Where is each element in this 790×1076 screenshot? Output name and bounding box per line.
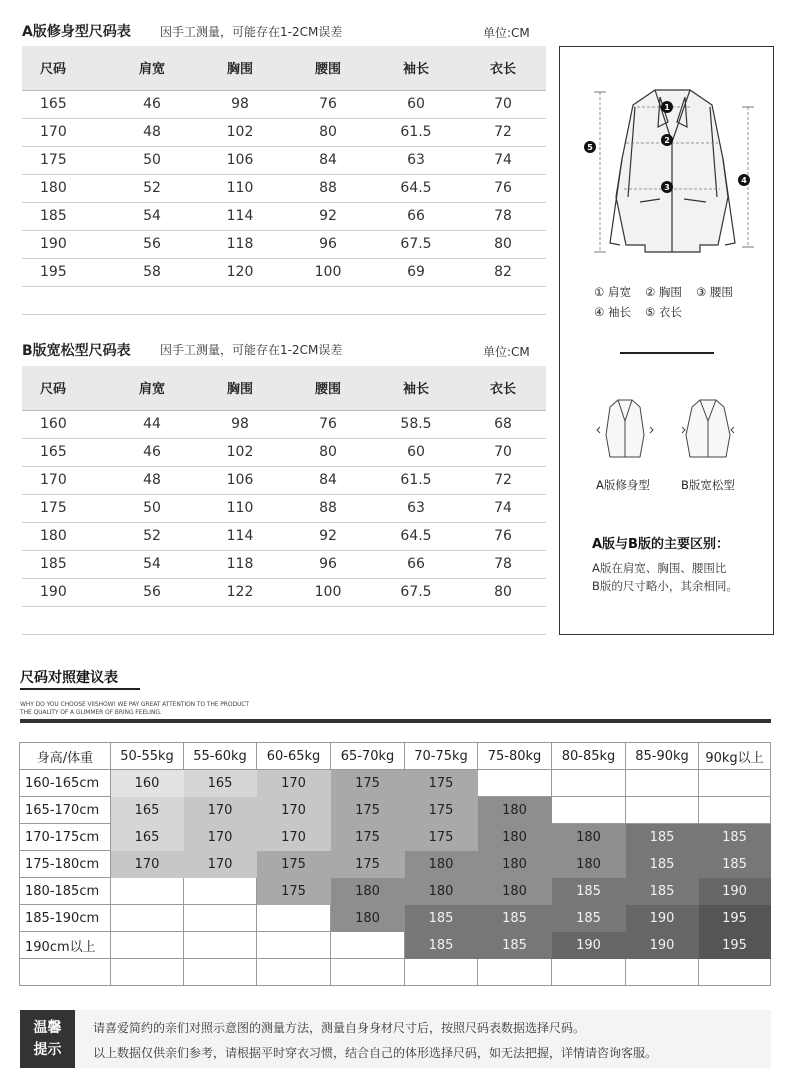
recommend-title-underline xyxy=(20,688,140,690)
table-cell: 98 xyxy=(196,90,284,118)
table-cell: 48 xyxy=(108,118,196,146)
table-cell: 52 xyxy=(108,174,196,202)
table-cell: 48 xyxy=(108,466,196,494)
table-a-header-row xyxy=(22,46,546,90)
recommend-row-label xyxy=(20,959,111,986)
table-cell: 60 xyxy=(372,438,460,466)
table-cell: 98 xyxy=(196,410,284,438)
table-cell: 80 xyxy=(460,230,546,258)
table-cell: 72 xyxy=(460,466,546,494)
table-cell: 92 xyxy=(284,202,372,230)
recommend-cell: 170 xyxy=(184,851,257,878)
table-cell: 54 xyxy=(108,202,196,230)
recommend-cell: 170 xyxy=(184,824,257,851)
tips-line-2: 以上数据仅供亲们参考，请根据平时穿衣习惯，结合自己的体形选择尺码，如无法把握，详情请咨询客服。 xyxy=(93,1046,658,1060)
recommend-subtitle-line-1: WHY DO YOU CHOOSE VIISHOW! WE PAY GREAT ATTENTION TO THE PRODUCT xyxy=(20,701,249,708)
recommend-header-row xyxy=(20,743,771,770)
recommend-header-6: 75-80kg xyxy=(478,743,552,770)
table_b-header-0: 尺码 xyxy=(22,366,108,410)
table_b-header-5: 衣长 xyxy=(460,366,546,410)
table-cell: 56 xyxy=(108,230,196,258)
table_a-header-4: 袖长 xyxy=(372,46,460,90)
table-cell: 96 xyxy=(284,550,372,578)
table-cell: 195 xyxy=(22,258,108,286)
recommend-cell: 165 xyxy=(111,797,184,824)
table-cell: 76 xyxy=(460,522,546,550)
marker-4-label: 4 xyxy=(741,176,747,185)
recommend-cell: 185 xyxy=(478,905,552,932)
legend-waist: ③ 腰围 xyxy=(695,285,733,299)
table-cell: 76 xyxy=(460,174,546,202)
slim-arrow-left xyxy=(597,427,600,433)
recommend-cell: 190 xyxy=(626,932,699,959)
table-cell: 61.5 xyxy=(372,466,460,494)
loose-arrow-right xyxy=(731,427,734,433)
table_a-header-0: 尺码 xyxy=(22,46,108,90)
table-row xyxy=(22,174,546,202)
recommend-cell xyxy=(184,905,257,932)
recommend-cell xyxy=(626,959,699,986)
table-b xyxy=(22,366,546,635)
table-cell: 46 xyxy=(108,90,196,118)
recommend-cell: 185 xyxy=(626,878,699,905)
table-cell: 44 xyxy=(108,410,196,438)
recommend-cell xyxy=(478,770,552,797)
table-cell: 88 xyxy=(284,494,372,522)
diff-line-2: B版的尺寸略小，其余相同。 xyxy=(592,579,738,593)
table_b-header-4: 袖长 xyxy=(372,366,460,410)
recommend-cell: 180 xyxy=(405,878,478,905)
table-row xyxy=(22,258,546,286)
recommend-row-label: 185-190cm xyxy=(20,905,111,932)
table-cell: 72 xyxy=(460,118,546,146)
recommend-cell: 185 xyxy=(405,932,478,959)
table-cell: 92 xyxy=(284,522,372,550)
recommend-cell xyxy=(184,959,257,986)
table-b-title: B版宽松型尺码表 xyxy=(22,343,131,359)
recommend-cell: 175 xyxy=(257,851,331,878)
recommend-subtitle-line-2: THE QUALITY OF A GLIMMER OF BRING FEELING. xyxy=(20,709,162,716)
recommend-row-label: 180-185cm xyxy=(20,878,111,905)
recommend-row-label: 170-175cm xyxy=(20,824,111,851)
recommend-cell: 175 xyxy=(405,797,478,824)
recommend-header-4: 65-70kg xyxy=(331,743,405,770)
recommend-header-8: 85-90kg xyxy=(626,743,699,770)
table-cell: 66 xyxy=(372,202,460,230)
table-cell: 52 xyxy=(108,522,196,550)
tips-badge xyxy=(20,1010,75,1068)
table-row xyxy=(22,146,546,174)
table-cell: 185 xyxy=(22,202,108,230)
slim-arrow-right xyxy=(650,427,653,433)
table-cell: 165 xyxy=(22,90,108,118)
table_a-header-2: 胸围 xyxy=(196,46,284,90)
table-cell: 100 xyxy=(284,258,372,286)
table-row xyxy=(22,522,546,550)
table-cell: 67.5 xyxy=(372,578,460,606)
tips-badge-line-2: 提示 xyxy=(33,1042,62,1058)
recommend-row-label: 160-165cm xyxy=(20,770,111,797)
table-cell: 58 xyxy=(108,258,196,286)
recommend-cell xyxy=(626,797,699,824)
table-a-unit: 单位:CM xyxy=(483,26,530,40)
table-b-note: 因手工测量，可能存在1-2CM误差 xyxy=(160,343,343,357)
table-row xyxy=(22,410,546,438)
diff-title: A版与B版的主要区别： xyxy=(592,537,729,552)
table-row xyxy=(22,578,546,606)
table-a-title: A版修身型尺码表 xyxy=(22,24,131,40)
table-cell: 84 xyxy=(284,466,372,494)
table-cell: 58.5 xyxy=(372,410,460,438)
table_b-header-1: 肩宽 xyxy=(108,366,196,410)
table-a-note: 因手工测量，可能存在1-2CM误差 xyxy=(160,25,343,39)
table-cell: 63 xyxy=(372,494,460,522)
table-cell: 80 xyxy=(284,438,372,466)
table-b-unit: 单位:CM xyxy=(483,345,530,359)
table-cell: 114 xyxy=(196,522,284,550)
recommend-cell xyxy=(111,905,184,932)
recommend-cell: 180 xyxy=(331,905,405,932)
table_a-header-3: 腰围 xyxy=(284,46,372,90)
recommend-cell xyxy=(478,959,552,986)
table-cell: 67.5 xyxy=(372,230,460,258)
recommend-cell: 185 xyxy=(552,905,626,932)
table-cell: 118 xyxy=(196,550,284,578)
table-cell: 80 xyxy=(460,578,546,606)
recommend-cell: 170 xyxy=(257,824,331,851)
recommend-cell xyxy=(626,770,699,797)
version-b-label: B版宽松型 xyxy=(681,478,735,492)
table-blank-row xyxy=(22,286,546,314)
recommend-cell xyxy=(552,770,626,797)
table-cell: 118 xyxy=(196,230,284,258)
recommend-cell: 190 xyxy=(626,905,699,932)
table-cell: 64.5 xyxy=(372,174,460,202)
recommend-cell xyxy=(552,797,626,824)
version-a-label: A版修身型 xyxy=(596,478,650,492)
recommend-row-label: 175-180cm xyxy=(20,851,111,878)
table-cell: 88 xyxy=(284,174,372,202)
table-cell: 50 xyxy=(108,494,196,522)
table-cell: 76 xyxy=(284,90,372,118)
version-illustrations xyxy=(560,387,772,467)
recommend-cell: 180 xyxy=(478,878,552,905)
recommend-cell: 175 xyxy=(331,797,405,824)
recommend-cell: 180 xyxy=(478,824,552,851)
recommend-cell: 180 xyxy=(552,851,626,878)
recommend-row xyxy=(20,932,771,959)
table_b-header-2: 胸围 xyxy=(196,366,284,410)
recommend-cell xyxy=(111,959,184,986)
recommend-row-label: 190cm以上 xyxy=(20,932,111,959)
recommend-header-0: 身高/体重 xyxy=(20,743,111,770)
legend-length: ⑤ 衣长 xyxy=(644,305,682,319)
recommend-subtitle xyxy=(20,701,249,717)
recommend-cell: 170 xyxy=(257,770,331,797)
jacket-measure-illustration xyxy=(560,47,772,287)
table-cell: 54 xyxy=(108,550,196,578)
recommend-cell xyxy=(111,878,184,905)
recommend-row xyxy=(20,797,771,824)
diff-line-1: A版在肩宽、胸围、腰围比 xyxy=(592,561,727,575)
table-cell: 46 xyxy=(108,438,196,466)
recommend-cell xyxy=(184,878,257,905)
table-row xyxy=(22,550,546,578)
table-cell: 70 xyxy=(460,438,546,466)
table-cell: 180 xyxy=(22,522,108,550)
recommend-row xyxy=(20,878,771,905)
recommend-cell xyxy=(257,905,331,932)
legend-shoulder: ① 肩宽 xyxy=(594,285,631,299)
table-cell: 160 xyxy=(22,410,108,438)
recommend-header-3: 60-65kg xyxy=(257,743,331,770)
table-cell: 175 xyxy=(22,146,108,174)
tips-line-1: 请喜爱简约的亲们对照示意图的测量方法，测量自身身材尺寸后，按照尺码表数据选择尺码。 xyxy=(93,1021,586,1035)
table_b-header-3: 腰围 xyxy=(284,366,372,410)
table-row xyxy=(22,466,546,494)
table-cell: 80 xyxy=(284,118,372,146)
recommend-cell: 185 xyxy=(405,905,478,932)
table-cell: 102 xyxy=(196,118,284,146)
recommend-cell xyxy=(552,959,626,986)
marker-2-label: 2 xyxy=(664,136,670,145)
recommend-cell: 170 xyxy=(111,851,184,878)
table-cell: 74 xyxy=(460,494,546,522)
table-cell: 61.5 xyxy=(372,118,460,146)
recommend-cell xyxy=(405,959,478,986)
recommend-cell xyxy=(257,932,331,959)
table-blank-row xyxy=(22,606,546,634)
table-cell: 122 xyxy=(196,578,284,606)
recommend-cell: 165 xyxy=(111,824,184,851)
recommend-cell: 160 xyxy=(111,770,184,797)
table-cell: 78 xyxy=(460,550,546,578)
recommend-cell xyxy=(699,797,771,824)
recommend-cell: 185 xyxy=(552,878,626,905)
recommend-header-9: 90kg以上 xyxy=(699,743,771,770)
table-cell: 68 xyxy=(460,410,546,438)
table-cell: 82 xyxy=(460,258,546,286)
table_a-header-1: 肩宽 xyxy=(108,46,196,90)
recommend-cell: 180 xyxy=(478,851,552,878)
tips-badge-line-1: 温馨 xyxy=(33,1020,62,1036)
recommend-cell: 185 xyxy=(478,932,552,959)
legend-row-1 xyxy=(594,284,747,300)
table-cell: 170 xyxy=(22,118,108,146)
recommend-header-1: 50-55kg xyxy=(111,743,184,770)
table-cell: 120 xyxy=(196,258,284,286)
recommend-cell: 170 xyxy=(184,797,257,824)
recommend-header-7: 80-85kg xyxy=(552,743,626,770)
recommend-cell: 185 xyxy=(626,851,699,878)
recommend-cell: 195 xyxy=(699,932,771,959)
measurement-panel xyxy=(559,46,774,635)
table-cell: 66 xyxy=(372,550,460,578)
recommend-cell xyxy=(111,932,184,959)
recommend-cell: 185 xyxy=(626,824,699,851)
table-cell: 165 xyxy=(22,438,108,466)
panel-divider xyxy=(620,352,714,354)
table-cell: 190 xyxy=(22,230,108,258)
table-cell: 74 xyxy=(460,146,546,174)
table-cell: 190 xyxy=(22,578,108,606)
table-cell: 110 xyxy=(196,174,284,202)
recommend-row xyxy=(20,959,771,986)
table-cell: 76 xyxy=(284,410,372,438)
recommend-cell: 170 xyxy=(257,797,331,824)
recommend-cell: 175 xyxy=(257,878,331,905)
recommend-cell xyxy=(257,959,331,986)
recommend-cell xyxy=(331,959,405,986)
table-cell: 175 xyxy=(22,494,108,522)
table-row xyxy=(22,438,546,466)
table-b-header-row xyxy=(22,366,546,410)
recommend-divider xyxy=(20,719,771,723)
recommend-cell: 175 xyxy=(405,770,478,797)
legend-row-2 xyxy=(594,304,696,320)
recommend-row xyxy=(20,824,771,851)
table-cell: 185 xyxy=(22,550,108,578)
recommend-cell: 195 xyxy=(699,905,771,932)
recommend-cell: 175 xyxy=(331,770,405,797)
recommend-cell: 180 xyxy=(331,878,405,905)
table-row xyxy=(22,202,546,230)
recommend-cell: 175 xyxy=(331,824,405,851)
table_a-header-5: 衣长 xyxy=(460,46,546,90)
table-row xyxy=(22,230,546,258)
table-cell: 114 xyxy=(196,202,284,230)
table-cell: 102 xyxy=(196,438,284,466)
table-cell: 64.5 xyxy=(372,522,460,550)
diff-text xyxy=(592,559,738,595)
table-cell: 69 xyxy=(372,258,460,286)
table-row xyxy=(22,90,546,118)
recommend-table xyxy=(19,742,771,986)
table-cell: 60 xyxy=(372,90,460,118)
table-cell: 170 xyxy=(22,466,108,494)
table-cell: 106 xyxy=(196,146,284,174)
recommend-cell xyxy=(699,770,771,797)
recommend-cell: 165 xyxy=(184,770,257,797)
tips-box xyxy=(20,1010,771,1068)
recommend-cell: 180 xyxy=(478,797,552,824)
recommend-row xyxy=(20,851,771,878)
table-cell: 63 xyxy=(372,146,460,174)
recommend-cell: 185 xyxy=(699,824,771,851)
table-cell: 180 xyxy=(22,174,108,202)
marker-5-label: 5 xyxy=(587,143,593,152)
recommend-cell xyxy=(699,959,771,986)
table-a xyxy=(22,46,546,315)
table-cell: 70 xyxy=(460,90,546,118)
loose-arrow-left xyxy=(682,427,685,433)
table-cell: 106 xyxy=(196,466,284,494)
recommend-title: 尺码对照建议表 xyxy=(20,670,118,686)
recommend-row-label: 165-170cm xyxy=(20,797,111,824)
legend-sleeve: ④ 袖长 xyxy=(594,305,631,319)
recommend-cell: 190 xyxy=(699,878,771,905)
recommend-cell xyxy=(184,932,257,959)
recommend-header-2: 55-60kg xyxy=(184,743,257,770)
recommend-header-5: 70-75kg xyxy=(405,743,478,770)
recommend-cell: 190 xyxy=(552,932,626,959)
recommend-row xyxy=(20,905,771,932)
marker-3-label: 3 xyxy=(664,183,670,192)
recommend-cell: 175 xyxy=(405,824,478,851)
recommend-cell: 180 xyxy=(552,824,626,851)
table-row xyxy=(22,494,546,522)
recommend-cell: 175 xyxy=(331,851,405,878)
table-cell: 110 xyxy=(196,494,284,522)
marker-1-label: 1 xyxy=(664,103,670,112)
table-cell: 56 xyxy=(108,578,196,606)
recommend-cell: 180 xyxy=(405,851,478,878)
legend-chest: ② 胸围 xyxy=(644,285,682,299)
recommend-cell: 185 xyxy=(699,851,771,878)
table-cell: 100 xyxy=(284,578,372,606)
recommend-cell xyxy=(331,932,405,959)
table-cell: 96 xyxy=(284,230,372,258)
table-cell: 84 xyxy=(284,146,372,174)
table-row xyxy=(22,118,546,146)
table-cell: 78 xyxy=(460,202,546,230)
recommend-row xyxy=(20,770,771,797)
table-cell: 50 xyxy=(108,146,196,174)
